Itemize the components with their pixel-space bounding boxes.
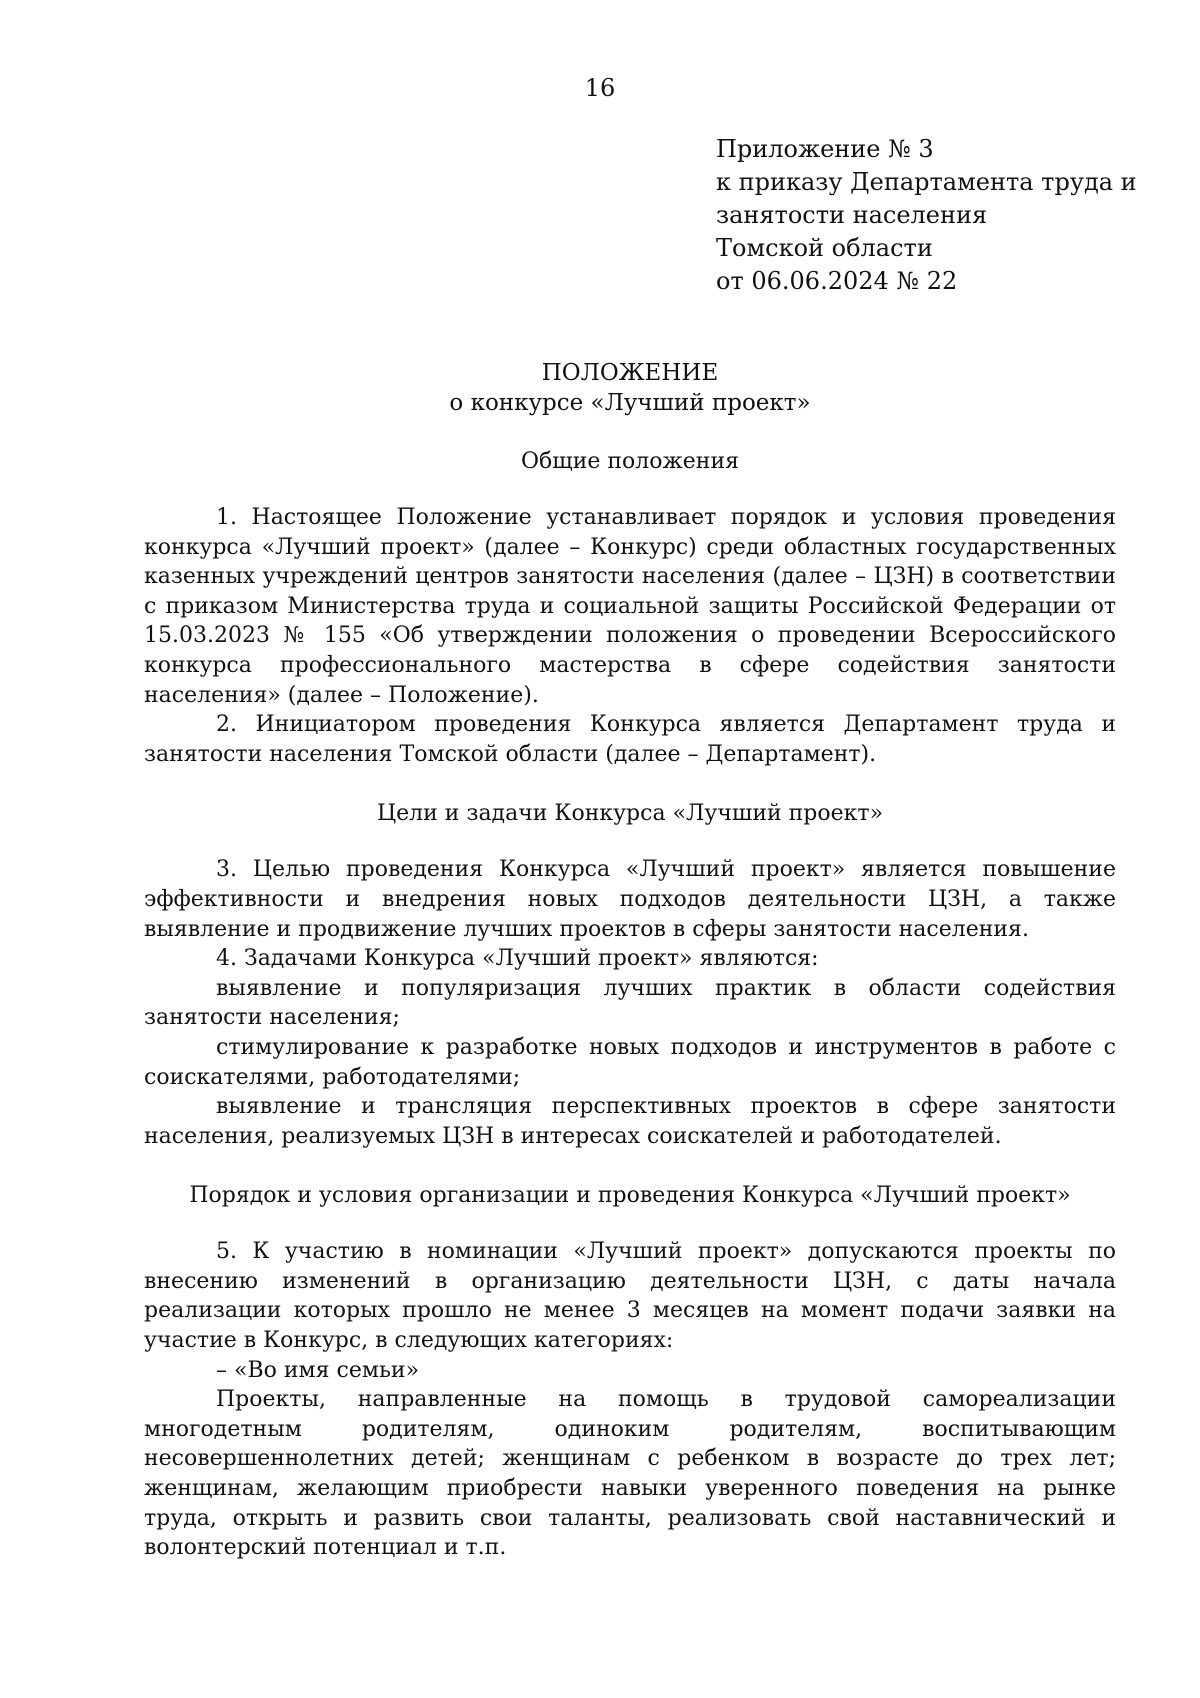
paragraph-4: 4. Задачами Конкурса «Лучший проект» являются: — [216, 946, 819, 972]
section-title-order: Порядок и условия организации и проведения Конкурса «Лучший проект» — [189, 1183, 1071, 1209]
paragraph-5-description: Проекты, направленные на помощь в трудовой самореализации многодетным родителям, одиноким родителям, воспитывающим несовершеннолетних детей; женщинам с ребенком в возрасте до трех лет; женщинам, желающим приобрести навыки уверенного поведения на рынке труда, открыть и развить свои таланты, реализовать свой наставнический и волонтерский потенциал и т.п. — [144, 1387, 1116, 1561]
paragraph-1: 1. Настоящее Положение устанавливает порядок и условия проведения конкурса «Лучший проект» (далее – Конкурс) среди областных государственных казенных учреждений центров занятости населения (далее – ЦЗН) в соответствии с приказом Министерства труда и социальной защиты Российской Федерации от 15.03.2023 № 155 «Об утверждении положения о проведении Всероссийского конкурса профессионального мастерства в сфере содействия занятости населения» (далее – Положение). — [144, 505, 1116, 708]
document-body — [144, 358, 1116, 1563]
appendix-line: Томской области — [716, 234, 933, 262]
paragraph-5: 5. К участию в номинации «Лучший проект» допускаются проекты по внесению изменений в организацию деятельности ЦЗН, с даты начала реализации которых прошло не менее 3 месяцев на момент подачи заявки на участие в Конкурс, в следующих категориях: — [144, 1239, 1116, 1354]
section-title-general: Общие положения — [520, 449, 739, 474]
page-number: 16 — [584, 74, 616, 102]
document-title: ПОЛОЖЕНИЕ — [541, 360, 719, 386]
appendix-line: занятости населения — [716, 201, 988, 229]
appendix-line: к приказу Департамента труда и — [716, 168, 1137, 196]
paragraph-3: 3. Целью проведения Конкурса «Лучший проект» является повышение эффективности и внедрения новых подходов деятельности ЦЗН, а также выявление и продвижение лучших проектов в сферы занятости населения. — [144, 857, 1116, 942]
paragraph-4-item-1: выявление и популяризация лучших практик в области содействия занятости населения; — [144, 975, 1116, 1031]
appendix-line: Приложение № 3 — [716, 135, 934, 163]
paragraph-2: 2. Инициатором проведения Конкурса является Департамент труда и занятости населения Томской области (далее – Департамент). — [144, 712, 1116, 767]
paragraph-4-item-2: стимулирование к разработке новых подходов и инструментов в работе с соискателями, работодателями; — [144, 1034, 1116, 1090]
paragraph-4-item-3: выявление и трансляция перспективных проектов в сфере занятости населения, реализуемых ЦЗН в интересах соискателей и работодателей. — [144, 1094, 1116, 1149]
paragraph-5-category: – «Во имя семьи» — [216, 1357, 420, 1383]
section-title-goals: Цели и задачи Конкурса «Лучший проект» — [376, 801, 884, 827]
document-subtitle: о конкурсе «Лучший проект» — [449, 390, 811, 416]
appendix-line: от 06.06.2024 № 22 — [716, 267, 958, 295]
appendix-block — [716, 133, 1176, 298]
